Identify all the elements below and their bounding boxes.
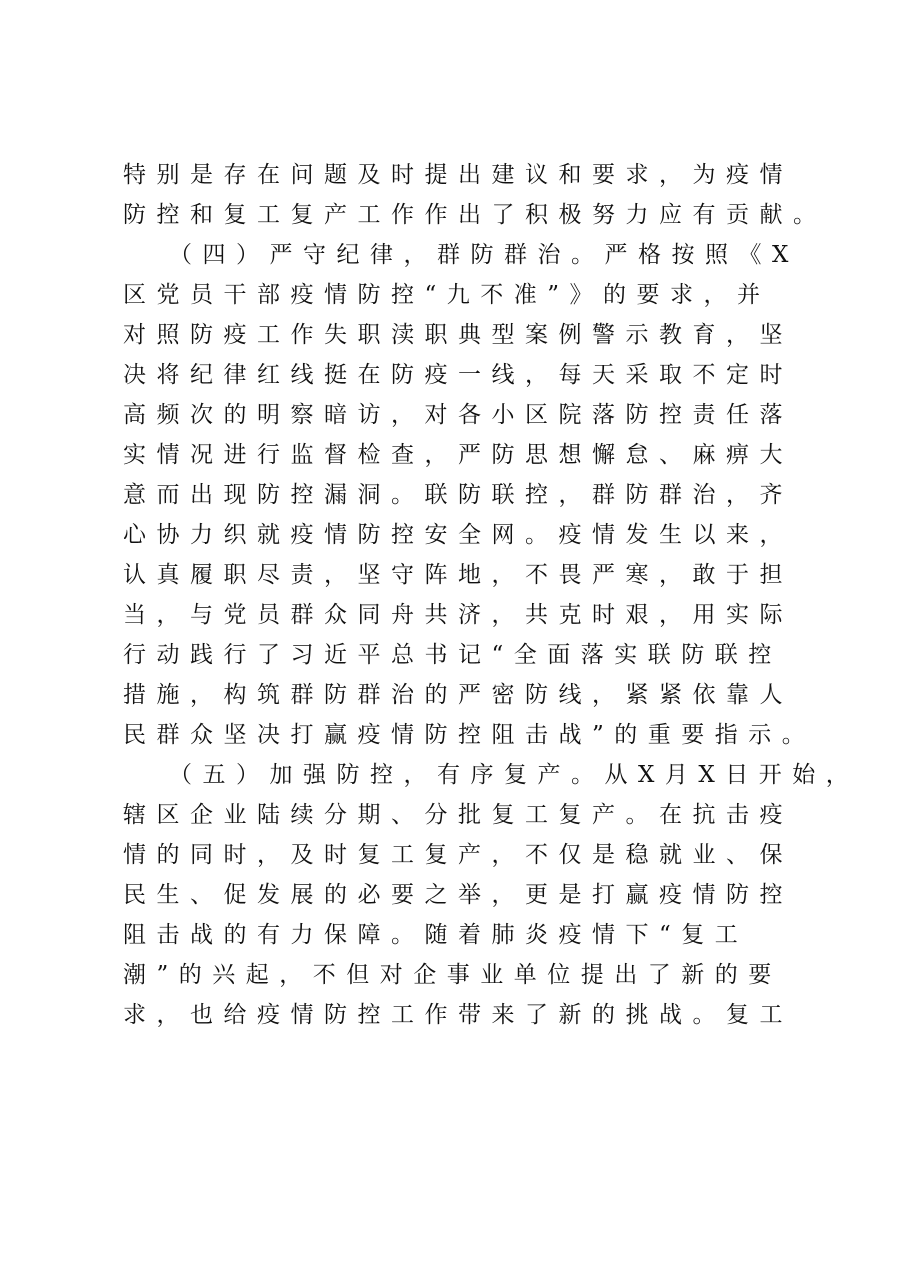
text-line: 措施，构筑群防群治的严密防线，紧紧依靠人 xyxy=(123,682,793,708)
text-line: 高频次的明察暗访，对各小区院落防控责任落 xyxy=(123,402,793,428)
text-line: 对照防疫工作失职渎职典型案例警示教育，坚 xyxy=(123,322,793,348)
text-line: 认真履职尽责，坚守阵地，不畏严寒，敢于担 xyxy=(123,562,793,588)
text-line: 行动践行了习近平总书记“全面落实联防联控 xyxy=(123,642,782,668)
body-text xyxy=(123,155,860,1035)
text-line: 特别是存在问题及时提出建议和要求，为疫情 xyxy=(123,162,793,188)
text-line: 民生、促发展的必要之举，更是打赢疫情防控 xyxy=(123,882,793,908)
text-line: 防控和复工复产工作作出了积极努力应有贡献。 xyxy=(123,202,827,228)
text-line: 阻击战的有力保障。随着肺炎疫情下“复工 xyxy=(123,922,749,948)
text-line: 决将纪律红线挺在防疫一线，每天采取不定时 xyxy=(123,362,793,388)
text-line: 民群众坚决打赢疫情防控阻击战”的重要指示。 xyxy=(123,722,816,748)
paragraph-heading-line: （五）加强防控，有序复产。从X月X日开始， xyxy=(169,762,860,788)
text-line: 心协力织就疫情防控安全网。疫情发生以来， xyxy=(123,522,793,548)
text-line: 实情况进行监督检查，严防思想懈怠、麻痹大 xyxy=(123,442,793,468)
text-line: 情的同时，及时复工复产，不仅是稳就业、保 xyxy=(123,842,793,868)
text-line: 求，也给疫情防控工作带来了新的挑战。复工 xyxy=(123,1002,793,1028)
text-line: 意而出现防控漏洞。联防联控，群防群治，齐 xyxy=(123,482,793,508)
text-line: 潮”的兴起，不但对企事业单位提出了新的要 xyxy=(123,962,782,988)
text-line: 当，与党员群众同舟共济，共克时艰，用实际 xyxy=(123,602,793,628)
text-line: 辖区企业陆续分期、分批复工复产。在抗击疫 xyxy=(123,802,793,828)
paragraph-heading-line: （四）严守纪律，群防群治。严格按照《X xyxy=(169,242,799,268)
text-line: 区党员干部疫情防控“九不准”》的要求，并 xyxy=(123,282,771,308)
